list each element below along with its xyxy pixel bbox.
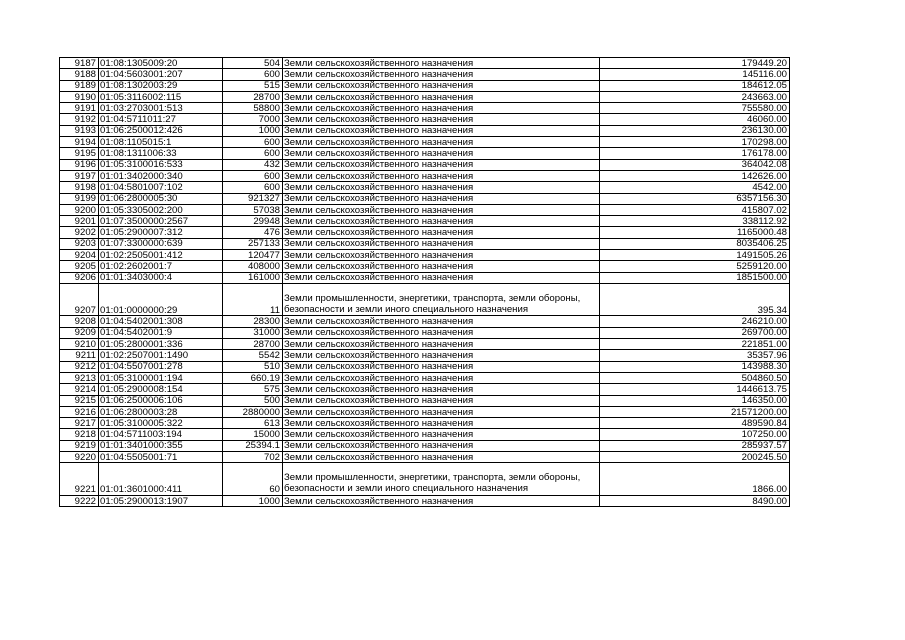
area-cell: 476 (223, 227, 283, 238)
cadastral-value: 176178.00 (600, 148, 790, 159)
cadastral-number: 01:08:1311006:33 (99, 148, 223, 159)
table-row (60, 495, 790, 506)
area-cell: 510 (223, 361, 283, 372)
cadastral-value: 46060.00 (600, 114, 790, 125)
table-row (60, 182, 790, 193)
cadastral-number: 01:08:1302003:29 (99, 80, 223, 91)
area-cell: 600 (223, 148, 283, 159)
area-cell: 408000 (223, 261, 283, 272)
cadastral-number: 01:05:2900007:312 (99, 227, 223, 238)
area-cell: 7000 (223, 114, 283, 125)
land-category: Земли сельскохозяйственного назначения (283, 327, 600, 338)
cadastral-number: 01:06:2800003:28 (99, 406, 223, 417)
area-cell: 515 (223, 80, 283, 91)
cadastral-value: 285937.57 (600, 440, 790, 451)
land-category: Земли сельскохозяйственного назначения (283, 103, 600, 114)
cadastral-number: 01:08:1305009:20 (99, 58, 223, 69)
cadastral-value: 184612.05 (600, 80, 790, 91)
land-category: Земли сельскохозяйственного назначения (283, 227, 600, 238)
cadastral-value: 243663.00 (600, 91, 790, 102)
row-number: 9202 (60, 227, 99, 238)
cadastral-number: 01:02:2505001:412 (99, 250, 223, 261)
row-number: 9200 (60, 204, 99, 215)
cadastral-number: 01:02:2602001:7 (99, 261, 223, 272)
row-number: 9219 (60, 440, 99, 451)
land-category: Земли сельскохозяйственного назначения (283, 80, 600, 91)
table-row (60, 114, 790, 125)
table-row (60, 137, 790, 148)
cadastral-value: 395.34 (600, 283, 790, 316)
cadastral-value: 143988.30 (600, 361, 790, 372)
table-row (60, 58, 790, 69)
cadastral-number: 01:05:3305002:200 (99, 204, 223, 215)
land-category: Земли сельскохозяйственного назначения (283, 339, 600, 350)
cadastral-number: 01:07:3300000:639 (99, 238, 223, 249)
area-cell: 28300 (223, 316, 283, 327)
cadastral-number: 01:01:3601000:411 (99, 463, 223, 496)
table-row (60, 261, 790, 272)
table-row (60, 316, 790, 327)
land-category: Земли промышленности, энергетики, транспорта, земли обороны, безопасности и земли иного специального назначения (283, 463, 600, 496)
table-row (60, 170, 790, 181)
cadastral-number: 01:05:3100016:533 (99, 159, 223, 170)
area-cell: 600 (223, 69, 283, 80)
area-cell: 600 (223, 182, 283, 193)
land-category: Земли сельскохозяйственного назначения (283, 137, 600, 148)
cadastral-value: 246210.00 (600, 316, 790, 327)
table-row (60, 216, 790, 227)
cadastral-number: 01:01:3403000:4 (99, 272, 223, 283)
cadastral-number: 01:01:0000000:29 (99, 283, 223, 316)
row-number: 9218 (60, 429, 99, 440)
table-row (60, 406, 790, 417)
table-row (60, 395, 790, 406)
land-category: Земли сельскохозяйственного назначения (283, 361, 600, 372)
table-row (60, 339, 790, 350)
row-number: 9197 (60, 170, 99, 181)
row-number: 9216 (60, 406, 99, 417)
table-row (60, 429, 790, 440)
area-cell: 5542 (223, 350, 283, 361)
cadastral-value: 146350.00 (600, 395, 790, 406)
row-number: 9194 (60, 137, 99, 148)
cadastral-value: 145116.00 (600, 69, 790, 80)
row-number: 9221 (60, 463, 99, 496)
cadastral-number: 01:01:3402000:340 (99, 170, 223, 181)
cadastral-value: 1866.00 (600, 463, 790, 496)
area-cell: 660.19 (223, 372, 283, 383)
land-category: Земли сельскохозяйственного назначения (283, 261, 600, 272)
land-category: Земли сельскохозяйственного назначения (283, 384, 600, 395)
area-cell: 613 (223, 418, 283, 429)
cadastral-value: 1851500.00 (600, 272, 790, 283)
area-cell: 15000 (223, 429, 283, 440)
area-cell: 500 (223, 395, 283, 406)
land-category: Земли сельскохозяйственного назначения (283, 418, 600, 429)
area-cell: 257133 (223, 238, 283, 249)
area-cell: 57038 (223, 204, 283, 215)
area-cell: 11 (223, 283, 283, 316)
table-row (60, 103, 790, 114)
cadastral-number: 01:04:5402001:9 (99, 327, 223, 338)
cadastral-value: 1446613.75 (600, 384, 790, 395)
row-number: 9222 (60, 495, 99, 506)
row-number: 9214 (60, 384, 99, 395)
row-number: 9199 (60, 193, 99, 204)
cadastral-number: 01:04:5402001:308 (99, 316, 223, 327)
row-number: 9190 (60, 91, 99, 102)
table-row (60, 384, 790, 395)
row-number: 9209 (60, 327, 99, 338)
table-row (60, 125, 790, 136)
cadastral-number: 01:04:5711003:194 (99, 429, 223, 440)
row-number: 9204 (60, 250, 99, 261)
row-number: 9201 (60, 216, 99, 227)
land-category: Земли сельскохозяйственного назначения (283, 69, 600, 80)
row-number: 9189 (60, 80, 99, 91)
cadastral-value: 200245.50 (600, 452, 790, 463)
cadastral-value: 415807.02 (600, 204, 790, 215)
table-row (60, 272, 790, 283)
area-cell: 31000 (223, 327, 283, 338)
cadastral-number: 01:05:2900008:154 (99, 384, 223, 395)
area-cell: 28700 (223, 91, 283, 102)
area-cell: 600 (223, 170, 283, 181)
cadastral-value: 107250.00 (600, 429, 790, 440)
row-number: 9187 (60, 58, 99, 69)
cadastral-value: 269700.00 (600, 327, 790, 338)
cadastral-number: 01:06:2500006:106 (99, 395, 223, 406)
land-category: Земли сельскохозяйственного назначения (283, 440, 600, 451)
area-cell: 575 (223, 384, 283, 395)
table-row (60, 350, 790, 361)
cadastral-number: 01:05:2900013:1907 (99, 495, 223, 506)
table-row (60, 80, 790, 91)
cadastral-number: 01:02:2507001:1490 (99, 350, 223, 361)
cadastral-number: 01:06:2800005:30 (99, 193, 223, 204)
cadastral-value: 755580.00 (600, 103, 790, 114)
area-cell: 921327 (223, 193, 283, 204)
area-cell: 1000 (223, 495, 283, 506)
table-row (60, 361, 790, 372)
table-row (60, 283, 790, 316)
cadastral-value: 6357156.30 (600, 193, 790, 204)
land-category: Земли сельскохозяйственного назначения (283, 395, 600, 406)
cadastral-value: 8035406.25 (600, 238, 790, 249)
cadastral-value: 489590.84 (600, 418, 790, 429)
land-category: Земли сельскохозяйственного назначения (283, 272, 600, 283)
cadastral-value: 179449.20 (600, 58, 790, 69)
cadastral-number: 01:06:2500012:426 (99, 125, 223, 136)
row-number: 9192 (60, 114, 99, 125)
cadastral-value: 4542.00 (600, 182, 790, 193)
cadastral-number: 01:05:3100005:322 (99, 418, 223, 429)
cadastral-value: 5259120.00 (600, 261, 790, 272)
row-number: 9206 (60, 272, 99, 283)
table-row (60, 69, 790, 80)
land-category: Земли сельскохозяйственного назначения (283, 495, 600, 506)
area-cell: 120477 (223, 250, 283, 261)
land-category: Земли сельскохозяйственного назначения (283, 114, 600, 125)
table-row (60, 148, 790, 159)
cadastral-number: 01:07:3500000:2567 (99, 216, 223, 227)
row-number: 9211 (60, 350, 99, 361)
table-row (60, 463, 790, 496)
land-category: Земли сельскохозяйственного назначения (283, 193, 600, 204)
area-cell: 25394.1 (223, 440, 283, 451)
row-number: 9193 (60, 125, 99, 136)
row-number: 9213 (60, 372, 99, 383)
area-cell: 702 (223, 452, 283, 463)
land-category: Земли сельскохозяйственного назначения (283, 429, 600, 440)
cadastral-value: 338112.92 (600, 216, 790, 227)
table-row (60, 250, 790, 261)
cadastral-value: 8490.00 (600, 495, 790, 506)
area-cell: 1000 (223, 125, 283, 136)
area-cell: 28700 (223, 339, 283, 350)
row-number: 9195 (60, 148, 99, 159)
table-row (60, 91, 790, 102)
cadastral-value: 142626.00 (600, 170, 790, 181)
area-cell: 60 (223, 463, 283, 496)
land-category: Земли сельскохозяйственного назначения (283, 91, 600, 102)
land-category: Земли сельскохозяйственного назначения (283, 182, 600, 193)
table-row (60, 452, 790, 463)
land-category: Земли сельскохозяйственного назначения (283, 58, 600, 69)
cadastral-number: 01:05:2800001:336 (99, 339, 223, 350)
cadastral-number: 01:08:1105015:1 (99, 137, 223, 148)
table-row (60, 440, 790, 451)
area-cell: 58800 (223, 103, 283, 114)
table-row (60, 327, 790, 338)
area-cell: 600 (223, 137, 283, 148)
land-category: Земли сельскохозяйственного назначения (283, 372, 600, 383)
land-category: Земли сельскохозяйственного назначения (283, 159, 600, 170)
table-row (60, 193, 790, 204)
area-cell: 2880000 (223, 406, 283, 417)
row-number: 9205 (60, 261, 99, 272)
land-category: Земли сельскохозяйственного назначения (283, 350, 600, 361)
table-row (60, 159, 790, 170)
cadastral-number: 01:04:5505001:71 (99, 452, 223, 463)
land-parcels-table (59, 57, 790, 507)
cadastral-number: 01:04:5711011:27 (99, 114, 223, 125)
area-cell: 504 (223, 58, 283, 69)
land-category: Земли сельскохозяйственного назначения (283, 452, 600, 463)
area-cell: 161000 (223, 272, 283, 283)
row-number: 9198 (60, 182, 99, 193)
land-category: Земли сельскохозяйственного назначения (283, 316, 600, 327)
cadastral-number: 01:03:2703001:513 (99, 103, 223, 114)
cadastral-number: 01:04:5801007:102 (99, 182, 223, 193)
row-number: 9196 (60, 159, 99, 170)
land-category: Земли сельскохозяйственного назначения (283, 204, 600, 215)
table-row (60, 204, 790, 215)
row-number: 9191 (60, 103, 99, 114)
cadastral-number: 01:05:3100001:194 (99, 372, 223, 383)
table-row (60, 238, 790, 249)
cadastral-number: 01:04:5507001:278 (99, 361, 223, 372)
cadastral-value: 364042.08 (600, 159, 790, 170)
row-number: 9207 (60, 283, 99, 316)
area-cell: 432 (223, 159, 283, 170)
row-number: 9210 (60, 339, 99, 350)
cadastral-number: 01:05:3116002:115 (99, 91, 223, 102)
land-category: Земли сельскохозяйственного назначения (283, 250, 600, 261)
table-row (60, 418, 790, 429)
table-body (60, 58, 790, 507)
cadastral-value: 1165000.48 (600, 227, 790, 238)
cadastral-value: 236130.00 (600, 125, 790, 136)
land-category: Земли сельскохозяйственного назначения (283, 170, 600, 181)
land-category: Земли сельскохозяйственного назначения (283, 216, 600, 227)
table-row (60, 227, 790, 238)
land-category: Земли сельскохозяйственного назначения (283, 238, 600, 249)
row-number: 9217 (60, 418, 99, 429)
cadastral-value: 170298.00 (600, 137, 790, 148)
row-number: 9203 (60, 238, 99, 249)
cadastral-number: 01:01:3401000:355 (99, 440, 223, 451)
cadastral-value: 221851.00 (600, 339, 790, 350)
cadastral-number: 01:04:5603001:207 (99, 69, 223, 80)
row-number: 9215 (60, 395, 99, 406)
row-number: 9212 (60, 361, 99, 372)
cadastral-value: 21571200.00 (600, 406, 790, 417)
cadastral-value: 1491505.26 (600, 250, 790, 261)
row-number: 9208 (60, 316, 99, 327)
row-number: 9220 (60, 452, 99, 463)
row-number: 9188 (60, 69, 99, 80)
land-category: Земли сельскохозяйственного назначения (283, 125, 600, 136)
cadastral-value: 35357.96 (600, 350, 790, 361)
table-row (60, 372, 790, 383)
cadastral-value: 504860.50 (600, 372, 790, 383)
area-cell: 29948 (223, 216, 283, 227)
land-category: Земли сельскохозяйственного назначения (283, 406, 600, 417)
land-category: Земли промышленности, энергетики, транспорта, земли обороны, безопасности и земли иного специального назначения (283, 283, 600, 316)
land-category: Земли сельскохозяйственного назначения (283, 148, 600, 159)
